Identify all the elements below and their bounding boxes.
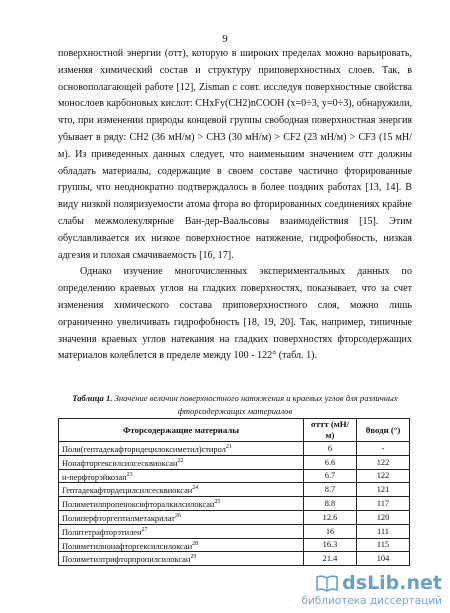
reference-superscript: 21 xyxy=(225,444,232,450)
sigma-cell: 6 xyxy=(304,442,357,456)
table-caption-text: Значение величин поверхностного натяжения и краевых углов для различных фторсодержащих материалов xyxy=(114,393,398,416)
paragraph-1: поверхностной энергии (σтт), которую в широких пределах можно варьировать, изменяя химический состав и структуру приповерхностных слоев. Так, в основополагающей работе [12], Zisman с совт. исследуя поверхностные свойства монослоев карбоновых кислот: CHxFy(CH2)nCOOH (x=0÷3, y=0÷3), обнаружили, что, при изменении природы концевой группы свободная поверхностная энергия убывает в ряду: CH2 (36 мН/м) > CH3 (30 мН/м) > CF2 (23 мН/м) > CF3 (15 мН/м). Из приведенных данных следует, что наименьшим значением σтт должны обладать материалы, содержащие в своем составе частично фторированные группы, что неоднократно подтверждалось в более поздних работах [13, 14]. В виду низкой поляризуемости атома фтора во фторированных соединениях крайне слабы межмолекулярные Ван-дер-Ваальсовы взаимодействия [15]. Этим обуславливается их низкое поверхностное натяжение, гидрофобность, низкая адгезия и плохая смачиваемость [16, 17]. xyxy=(58,48,412,261)
theta-cell: 117 xyxy=(357,497,410,511)
reference-superscript: 26 xyxy=(174,512,181,519)
sigma-cell: 8.8 xyxy=(304,497,357,511)
theta-cell: 115 xyxy=(357,538,410,552)
table-row xyxy=(59,510,410,524)
table-row xyxy=(59,442,410,456)
reference-superscript: 23 xyxy=(126,471,133,478)
table-row xyxy=(59,524,410,538)
reference-superscript: 22 xyxy=(177,457,184,464)
reference-superscript: 28 xyxy=(192,540,199,547)
table-body xyxy=(59,442,410,566)
book-icon xyxy=(316,574,338,592)
dslib-watermark xyxy=(301,572,442,607)
theta-cell: 121 xyxy=(357,483,410,497)
watermark-domain: dsLib.net xyxy=(342,572,442,594)
sigma-cell: 16 xyxy=(304,524,357,538)
header-theta: θводн (°) xyxy=(357,419,410,442)
theta-cell: 111 xyxy=(357,524,410,538)
material-cell: н-перфторэйкозан$^{23}$ xyxy=(59,469,304,483)
sigma-cell: 16.3 xyxy=(304,538,357,552)
material-cell: Полиметилнонафторгексилсилоксан$^{28}$ xyxy=(59,538,304,552)
material-cell: Поли(гептадекафторидецилоксиметил)стирол$^{21}$ xyxy=(59,442,304,456)
sigma-cell: 8.7 xyxy=(304,483,357,497)
paragraph-2: Однако изучение многочисленных экспериментальных данных по определению краевых углов на гладких поверхностях, показывает, что за счет изменения химического состава приповерхностного слоя, можно лишь ограниченно увеличивать гидрофобность [18, 19, 20]. Так, например, типичные значения краевых углов натекания на гладких поверхностях фторсодержащих материалов колеблется в пределе между 100 - 122° (табл. 1). xyxy=(58,266,412,362)
table-row xyxy=(59,469,410,483)
reference-superscript: 25 xyxy=(214,499,221,506)
materials-table xyxy=(58,418,410,566)
table-row xyxy=(59,455,410,469)
theta-cell: - xyxy=(357,442,410,456)
theta-cell: 120 xyxy=(357,510,410,524)
watermark-subtitle: библиотека диссертаций xyxy=(301,595,442,607)
material-cell: Политетрафторэтилен$^{27}$ xyxy=(59,524,304,538)
header-materials: Фторсодержащие материалы xyxy=(59,419,304,442)
theta-cell: 122 xyxy=(357,455,410,469)
sigma-cell: 6.7 xyxy=(304,469,357,483)
table-row xyxy=(59,483,410,497)
table-row xyxy=(59,552,410,566)
sigma-cell: 12.6 xyxy=(304,510,357,524)
theta-cell: 122 xyxy=(357,469,410,483)
header-sigma: σттт (мН/м) xyxy=(304,419,357,442)
material-cell: Гептадекафтордецилсилсесквиоксан$^{24}$ xyxy=(59,483,304,497)
table-header-row xyxy=(59,419,410,442)
reference-superscript: 24 xyxy=(192,485,199,492)
reference-superscript: 29 xyxy=(190,554,197,561)
sigma-cell: 21.4 xyxy=(304,552,357,566)
table-caption-label: Таблица 1. xyxy=(72,393,113,403)
page-number: 9 xyxy=(222,33,228,45)
table-row xyxy=(59,538,410,552)
table-caption xyxy=(58,392,412,417)
table-row xyxy=(59,497,410,511)
material-cell: Полиметилпропеноксифторалкилсилоксан$^{25}$ xyxy=(59,497,304,511)
material-cell: Полиметилтрифторпропилсилоксан$^{29}$ xyxy=(59,552,304,566)
watermark-logo xyxy=(301,572,442,594)
material-cell: Полиперфторгептилметакрилат$^{26}$ xyxy=(59,510,304,524)
theta-cell: 104 xyxy=(357,552,410,566)
sigma-cell: 6.6 xyxy=(304,455,357,469)
material-cell: Нонафторгексилсилсесквиоксан$^{22}$ xyxy=(59,455,304,469)
main-text xyxy=(58,46,412,365)
reference-superscript: 27 xyxy=(141,526,148,533)
